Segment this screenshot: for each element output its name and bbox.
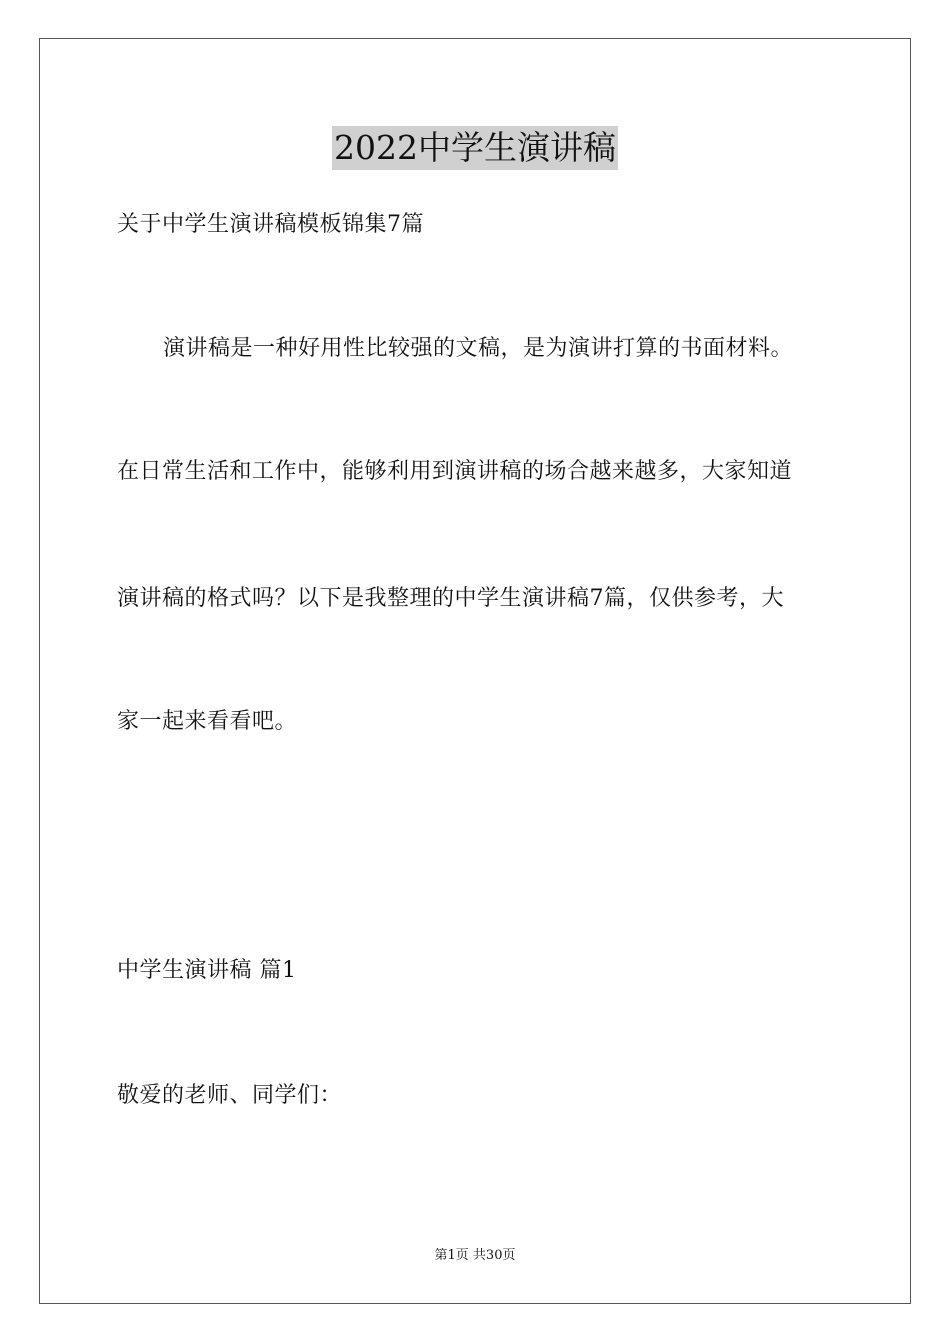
salutation: 敬爱的老师、同学们： bbox=[117, 1083, 343, 1108]
title-container bbox=[0, 126, 950, 170]
intro-line-2: 在日常生活和工作中，能够利用到演讲稿的场合越来越多，大家知道 bbox=[117, 459, 793, 484]
document-subtitle: 关于中学生演讲稿模板锦集7篇 bbox=[117, 212, 424, 237]
intro-line-3: 演讲稿的格式吗？以下是我整理的中学生演讲稿7篇，仅供参考，大 bbox=[117, 586, 784, 611]
intro-line-1: 演讲稿是一种好用性比较强的文稿，是为演讲打算的书面材料。 bbox=[163, 336, 794, 361]
page-number-footer: 第1页 共30页 bbox=[434, 1248, 516, 1263]
section-heading: 中学生演讲稿 篇1 bbox=[117, 958, 297, 983]
intro-line-4: 家一起来看看吧。 bbox=[117, 709, 298, 734]
document-title: 2022中学生演讲稿 bbox=[332, 126, 618, 170]
